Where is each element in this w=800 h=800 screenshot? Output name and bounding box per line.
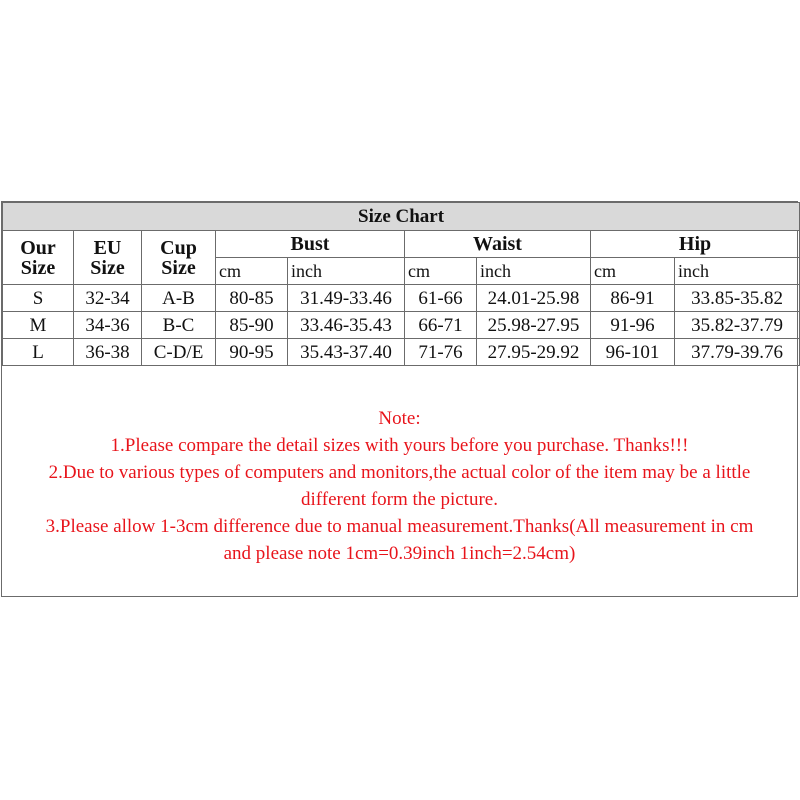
waist-inch-cell: 24.01-25.98 xyxy=(477,285,591,312)
title-row xyxy=(3,203,800,231)
waist-inch-cell: 27.95-29.92 xyxy=(477,339,591,366)
bust-cm-header: cm xyxy=(216,258,288,285)
note-line: 3.Please allow 1-3cm difference due to manual measurement.Thanks(All measurement in cm xyxy=(45,516,754,537)
waist-cm-cell: 61-66 xyxy=(405,285,477,312)
our-size-cell: S xyxy=(3,285,74,312)
notes-block xyxy=(2,405,797,567)
note-line: 1.Please compare the detail sizes with yours before you purchase. Thanks!!! xyxy=(110,435,689,456)
header-hip: Hip xyxy=(591,231,800,258)
eu-size-cell: 36-38 xyxy=(74,339,142,366)
eu-size-cell: 32-34 xyxy=(74,285,142,312)
our-size-cell: L xyxy=(3,339,74,366)
note-line: and please note 1cm=0.39inch 1inch=2.54cm) xyxy=(223,543,576,564)
header-our-size xyxy=(3,231,74,285)
size-chart xyxy=(1,201,798,597)
waist-inch-cell: 25.98-27.95 xyxy=(477,312,591,339)
bust-inch-header: inch xyxy=(288,258,405,285)
our-size-cell: M xyxy=(3,312,74,339)
header-our-line2: Size xyxy=(20,256,56,279)
chart-title: Size Chart xyxy=(3,203,800,231)
table-row xyxy=(3,339,800,366)
hip-cm-cell: 86-91 xyxy=(591,285,675,312)
header-cup-size xyxy=(142,231,216,285)
header-cup-line2: Size xyxy=(161,256,196,279)
waist-cm-cell: 71-76 xyxy=(405,339,477,366)
header-bust: Bust xyxy=(216,231,405,258)
bust-inch-cell: 33.46-35.43 xyxy=(288,312,405,339)
bust-cm-cell: 85-90 xyxy=(216,312,288,339)
hip-inch-header: inch xyxy=(675,258,800,285)
note-line: different form the picture. xyxy=(301,489,498,510)
size-table xyxy=(2,202,800,366)
hip-cm-header: cm xyxy=(591,258,675,285)
header-cup-line1: Cup xyxy=(160,236,197,259)
waist-inch-header: inch xyxy=(477,258,591,285)
cup-size-cell: B-C xyxy=(142,312,216,339)
table-row xyxy=(3,285,800,312)
table-row xyxy=(3,312,800,339)
bust-inch-cell: 35.43-37.40 xyxy=(288,339,405,366)
hip-cm-cell: 96-101 xyxy=(591,339,675,366)
waist-cm-header: cm xyxy=(405,258,477,285)
hip-inch-cell: 33.85-35.82 xyxy=(675,285,800,312)
header-eu-line2: Size xyxy=(90,256,125,279)
header-eu-size xyxy=(74,231,142,285)
cup-size-cell: A-B xyxy=(142,285,216,312)
waist-cm-cell: 66-71 xyxy=(405,312,477,339)
note-line: 2.Due to various types of computers and monitors,the actual color of the item may be a little xyxy=(48,462,751,483)
note-heading: Note: xyxy=(378,408,421,429)
eu-size-cell: 34-36 xyxy=(74,312,142,339)
hip-cm-cell: 91-96 xyxy=(591,312,675,339)
header-eu-line1: EU xyxy=(93,236,122,259)
cup-size-cell: C-D/E xyxy=(142,339,216,366)
header-waist: Waist xyxy=(405,231,591,258)
bust-inch-cell: 31.49-33.46 xyxy=(288,285,405,312)
header-our-line1: Our xyxy=(20,236,56,259)
hip-inch-cell: 37.79-39.76 xyxy=(675,339,800,366)
hip-inch-cell: 35.82-37.79 xyxy=(675,312,800,339)
bust-cm-cell: 90-95 xyxy=(216,339,288,366)
header-row-1 xyxy=(3,231,800,258)
bust-cm-cell: 80-85 xyxy=(216,285,288,312)
